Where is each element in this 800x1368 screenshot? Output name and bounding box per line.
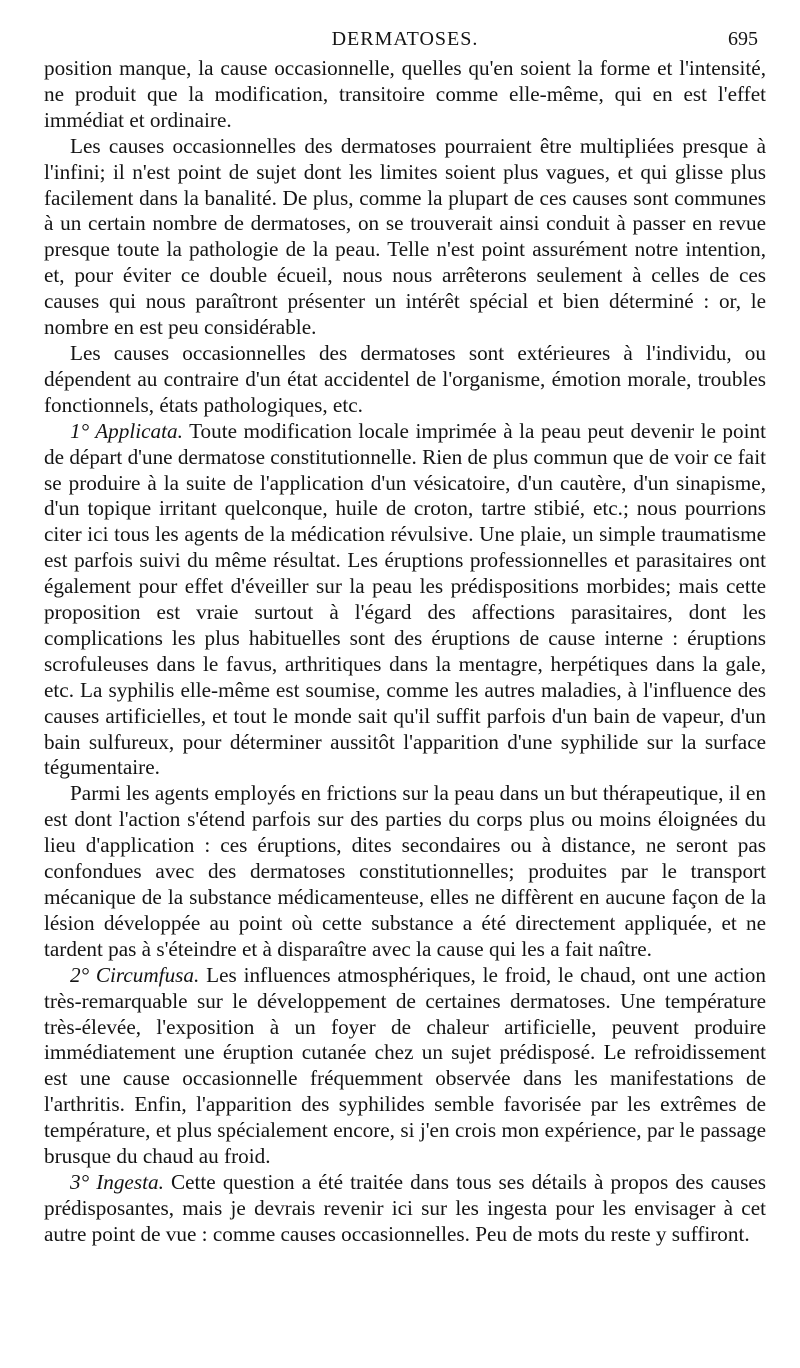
- section-label-circumfusa: 2° Circumfusa.: [70, 962, 200, 987]
- paragraph: [44, 963, 766, 1170]
- paragraph-text: Les causes occasionnelles des dermatoses pourraient être multipliées presque à l'infini; il n'est point de sujet dont les limites soient plus vagues, et qui glisse plus facilement dans la banalité. De plus, comme la plupart de ces causes sont communes à un certain nombre de dermatoses, on se trouverait ainsi conduit à passer en revue presque toute la pathologie de la peau. Telle n'est point assurément notre intention, et, pour éviter ce double écueil, nous nous arrêterons seulement à celles de ces causes qui nous paraîtront présenter un intérêt spécial et bien déterminé : or, le nombre en est peu considérable.: [44, 133, 766, 340]
- page-number: 695: [728, 28, 758, 50]
- body-text: [44, 56, 766, 1248]
- running-title: DERMATOSES.: [331, 28, 479, 50]
- paragraph-text: Cette question a été traitée dans tous ses détails à propos des causes prédisposantes, mais je devrais revenir ici sur les ingesta pour les envisager à cet autre point de vue : comme causes occasionnelles. Peu de mots du reste y suffiront.: [44, 1169, 767, 1246]
- paragraph: [44, 341, 766, 419]
- section-label-ingesta: 3° Ingesta.: [70, 1169, 164, 1194]
- paragraph: [44, 419, 766, 782]
- paragraph: [44, 56, 766, 134]
- section-label-applicata: 1° Applicata.: [70, 418, 183, 443]
- paragraph-text: Parmi les agents employés en frictions sur la peau dans un but thérapeutique, il en est dont l'action s'étend parfois sur des parties du corps plus ou moins éloignées du lieu d'application : ces éruptions, dites secondaires ou à distance, ne seront pas confondues avec des dermatoses constitutionnelles; produites par le transport mécanique de la substance médicamenteuse, elles ne diffèrent en aucune façon de la lésion développée au point où cette substance a été directement appliquée, et ne tardent pas à s'éteindre et à disparaître avec la cause qui les a fait naître.: [44, 781, 766, 961]
- paragraph: [44, 134, 766, 341]
- paragraph-text: Les causes occasionnelles des dermatoses sont extérieures à l'individu, ou dépendent au contraire d'un état accidentel de l'organisme, émotion morale, troubles fonctionnels, états pathologiques, etc.: [44, 340, 766, 417]
- paragraph-text: position manque, la cause occasionnelle, quelles qu'en soient la forme et l'intensité, ne produit que la modification, transitoire comme elle-même, qui en est l'effet immédiat et ordinaire.: [44, 56, 766, 132]
- paragraph: [44, 1170, 766, 1248]
- paragraph-text: Les influences atmosphériques, le froid, le chaud, ont une action très-remarquable sur le développement de certaines dermatoses. Une température très-élevée, l'exposition à un foyer de chaleur artificielle, peuvent produire immédiatement une éruption cutanée chez un sujet prédisposé. Le refroidissement est une cause occasionnelle fréquemment observée dans les manifestations de l'arthritis. Enfin, l'apparition des syphilides semble favorisée par les extrêmes de température, et plus spécialement encore, si j'en crois mon expérience, par le passage brusque du chaud au froid.: [44, 962, 766, 1169]
- running-header: [44, 26, 766, 56]
- paragraph-text: Toute modification locale imprimée à la peau peut devenir le point de départ d'une dermatose constitutionnelle. Rien de plus commun que de voir ce fait se produire à la suite de l'application d'un vésicatoire, d'un cautère, d'un sinapisme, d'un topique irritant quelconque, huile de croton, tartre stibié, etc.; nous pourrions citer ici tous les agents de la médication révulsive. Une plaie, un simple traumatisme est parfois suivi du même résultat. Les éruptions professionnelles et parasitaires ont également pour effet d'éveiller sur la peau les prédispositions morbides; mais cette proposition est vraie surtout à l'égard des affections parasitaires, dont les complications les plus habituelles sont des éruptions de cause interne : éruptions scrofuleuses dans le favus, arthritiques dans la mentagre, herpétiques dans la gale, etc. La syphilis elle-même est soumise, comme les autres maladies, à l'influence des causes artificielles, et tout le monde sait qu'il suffit parfois d'un bain de vapeur, d'un bain sulfureux, pour déterminer aussitôt l'apparition d'une syphilide sur la surface tégumentaire.: [44, 418, 766, 780]
- paragraph: [44, 781, 766, 962]
